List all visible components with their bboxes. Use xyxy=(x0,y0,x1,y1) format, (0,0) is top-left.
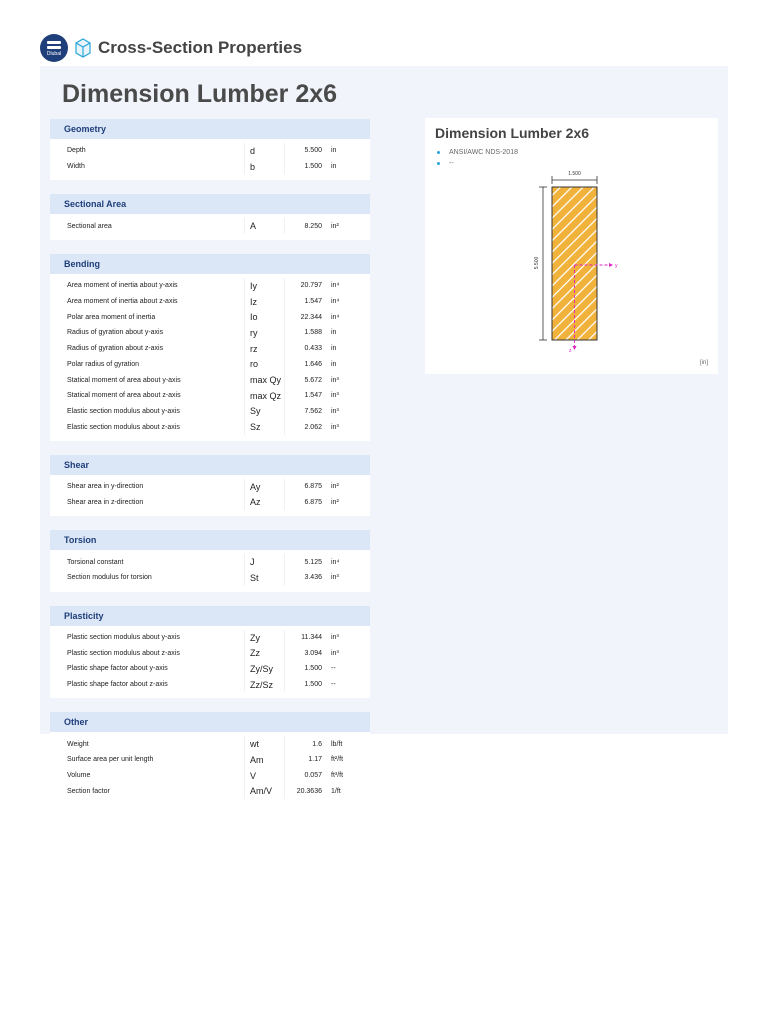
section-header: Bending xyxy=(50,254,370,274)
property-symbol: J xyxy=(244,554,284,570)
section-body xyxy=(50,626,370,699)
property-symbol: max Qz xyxy=(244,388,284,404)
property-label: Shear area in z-direction xyxy=(67,498,144,506)
property-label: Radius of gyration about z-axis xyxy=(67,345,164,353)
property-row xyxy=(50,419,370,435)
property-label: Statical moment of area about z-axis xyxy=(67,392,181,400)
property-symbol: Io xyxy=(244,309,284,325)
property-symbol: St xyxy=(244,570,284,586)
property-value: 1.588 xyxy=(284,325,325,341)
section-gap xyxy=(50,698,370,712)
property-unit: in⁴ xyxy=(331,298,340,306)
figure-unit-label: [in] xyxy=(699,360,708,366)
section-header: Shear xyxy=(50,455,370,475)
property-symbol: Zy/Sy xyxy=(244,661,284,677)
property-row xyxy=(50,143,370,159)
property-value: 20.3636 xyxy=(284,784,325,800)
section-body xyxy=(50,475,370,516)
property-symbol: Az xyxy=(244,495,284,511)
section-body xyxy=(50,550,370,591)
property-row xyxy=(50,372,370,388)
section-gap xyxy=(50,592,370,606)
property-value: 0.057 xyxy=(284,768,325,784)
property-symbol: Sy xyxy=(244,404,284,420)
property-row xyxy=(50,218,370,234)
cross-section-drawing xyxy=(425,118,718,374)
property-value: 0.433 xyxy=(284,341,325,357)
property-symbol: Iz xyxy=(244,294,284,310)
property-symbol: max Qy xyxy=(244,372,284,388)
property-value: 6.875 xyxy=(284,479,325,495)
figure-note: -- xyxy=(437,158,518,169)
property-value: 11.344 xyxy=(284,630,325,646)
property-symbol: ry xyxy=(244,325,284,341)
property-value: 5.500 xyxy=(284,143,325,159)
property-unit: in³ xyxy=(331,634,339,642)
property-label: Statical moment of area about y-axis xyxy=(67,376,181,384)
section-header: Other xyxy=(50,712,370,732)
property-unit: in² xyxy=(331,222,339,230)
property-value: 1.500 xyxy=(284,159,325,175)
property-label: Sectional area xyxy=(67,222,112,230)
property-label: Radius of gyration about y-axis xyxy=(67,329,164,337)
property-label: Plastic shape factor about y-axis xyxy=(67,665,168,673)
property-value: 8.250 xyxy=(284,218,325,234)
section-gap xyxy=(50,441,370,455)
property-label: Shear area in y-direction xyxy=(67,483,144,491)
property-symbol: Zz/Sz xyxy=(244,677,284,693)
property-symbol: V xyxy=(244,768,284,784)
property-row xyxy=(50,736,370,752)
property-symbol: d xyxy=(244,143,284,159)
section-gap xyxy=(50,516,370,530)
property-row xyxy=(50,630,370,646)
property-symbol: Am/V xyxy=(244,784,284,800)
logo-text: Dlubal xyxy=(46,50,62,57)
property-symbol: b xyxy=(244,159,284,175)
section-gap xyxy=(50,240,370,254)
property-row xyxy=(50,278,370,294)
property-value: 7.562 xyxy=(284,404,325,420)
properties-table xyxy=(50,119,370,813)
property-symbol: A xyxy=(244,218,284,234)
section-header: Sectional Area xyxy=(50,194,370,214)
property-symbol: Am xyxy=(244,752,284,768)
figure-note: ANSI/AWC NDS-2018 xyxy=(437,147,518,158)
property-unit: in xyxy=(331,345,337,353)
property-row xyxy=(50,159,370,175)
property-label: Elastic section modulus about z-axis xyxy=(67,423,180,431)
dlubal-logo xyxy=(40,34,68,62)
z-axis-label: z xyxy=(569,348,572,354)
property-unit: in³ xyxy=(331,649,339,657)
document-title: Dimension Lumber 2x6 xyxy=(62,80,338,108)
property-row xyxy=(50,570,370,586)
property-unit: in³ xyxy=(331,392,339,400)
property-row xyxy=(50,645,370,661)
property-label: Width xyxy=(67,163,85,171)
property-row xyxy=(50,294,370,310)
property-unit: lb/ft xyxy=(331,740,343,748)
figure-title: Dimension Lumber 2x6 xyxy=(435,125,590,141)
property-row xyxy=(50,479,370,495)
property-row xyxy=(50,341,370,357)
property-value: 1.500 xyxy=(284,661,325,677)
property-value: 5.125 xyxy=(284,554,325,570)
property-row xyxy=(50,495,370,511)
property-row xyxy=(50,325,370,341)
property-unit: ft³/ft xyxy=(331,772,344,780)
property-row xyxy=(50,677,370,693)
property-label: Section factor xyxy=(67,787,110,795)
y-axis-label: y xyxy=(615,263,618,269)
property-label: Volume xyxy=(67,772,91,780)
property-unit: in² xyxy=(331,498,339,506)
property-row xyxy=(50,784,370,800)
width-dimension-label: 1.500 xyxy=(568,171,581,177)
property-value: 6.875 xyxy=(284,495,325,511)
height-dimension-label: 5.500 xyxy=(534,256,540,270)
property-label: Plastic section modulus about z-axis xyxy=(67,649,180,657)
property-label: Torsional constant xyxy=(67,558,124,566)
property-unit: in⁴ xyxy=(331,282,340,290)
property-value: 1.17 xyxy=(284,752,325,768)
property-symbol: Sz xyxy=(244,419,284,435)
property-value: 1.646 xyxy=(284,357,325,373)
property-value: 1.547 xyxy=(284,388,325,404)
property-value: 3.436 xyxy=(284,570,325,586)
property-label: Elastic section modulus about y-axis xyxy=(67,407,180,415)
property-unit: ft²/ft xyxy=(331,756,344,764)
property-unit: in xyxy=(331,329,337,337)
property-unit: in³ xyxy=(331,423,339,431)
property-symbol: Zz xyxy=(244,645,284,661)
property-value: 1.547 xyxy=(284,294,325,310)
section-body xyxy=(50,139,370,180)
property-unit: in xyxy=(331,147,337,155)
property-symbol: wt xyxy=(244,736,284,752)
property-label: Plastic shape factor about z-axis xyxy=(67,681,168,689)
property-value: 22.344 xyxy=(284,309,325,325)
property-row xyxy=(50,388,370,404)
property-label: Area moment of inertia about z-axis xyxy=(67,298,178,306)
section-header: Plasticity xyxy=(50,606,370,626)
property-symbol: Iy xyxy=(244,278,284,294)
property-symbol: Ay xyxy=(244,479,284,495)
section-body xyxy=(50,732,370,805)
property-row xyxy=(50,554,370,570)
property-label: Section modulus for torsion xyxy=(67,574,152,582)
property-label: Depth xyxy=(67,147,86,155)
property-unit: -- xyxy=(331,681,336,689)
property-symbol: ro xyxy=(244,357,284,373)
property-row xyxy=(50,309,370,325)
page-header xyxy=(40,32,302,64)
property-value: 2.062 xyxy=(284,419,325,435)
property-row xyxy=(50,661,370,677)
property-unit: in³ xyxy=(331,574,339,582)
property-value: 1.500 xyxy=(284,677,325,693)
property-value: 1.6 xyxy=(284,736,325,752)
section-body xyxy=(50,274,370,441)
property-unit: in xyxy=(331,360,337,368)
property-label: Surface area per unit length xyxy=(67,756,154,764)
property-label: Polar area moment of inertia xyxy=(67,313,156,321)
app-title: Cross-Section Properties xyxy=(98,38,303,57)
property-value: 20.797 xyxy=(284,278,325,294)
property-unit: in² xyxy=(331,483,339,491)
property-unit: in³ xyxy=(331,407,339,415)
section-header: Torsion xyxy=(50,530,370,550)
section-header: Geometry xyxy=(50,119,370,139)
property-unit: in⁴ xyxy=(331,558,340,566)
property-value: 3.094 xyxy=(284,645,325,661)
section-figure-card xyxy=(425,118,718,374)
property-symbol: rz xyxy=(244,341,284,357)
property-label: Plastic section modulus about y-axis xyxy=(67,634,180,642)
property-row xyxy=(50,357,370,373)
property-unit: 1/ft xyxy=(331,787,341,795)
property-row xyxy=(50,752,370,768)
property-unit: -- xyxy=(331,665,336,673)
content-panel xyxy=(40,66,728,797)
property-unit: in xyxy=(331,163,337,171)
property-label: Area moment of inertia about y-axis xyxy=(67,282,178,290)
property-row xyxy=(50,768,370,784)
property-value: 5.672 xyxy=(284,372,325,388)
property-unit: in³ xyxy=(331,376,339,384)
cube-icon xyxy=(74,38,92,58)
section-body xyxy=(50,214,370,240)
property-symbol: Zy xyxy=(244,630,284,646)
section-gap xyxy=(50,180,370,194)
property-label: Weight xyxy=(67,740,89,748)
property-row xyxy=(50,404,370,420)
property-label: Polar radius of gyration xyxy=(67,360,139,368)
property-unit: in⁴ xyxy=(331,313,340,321)
